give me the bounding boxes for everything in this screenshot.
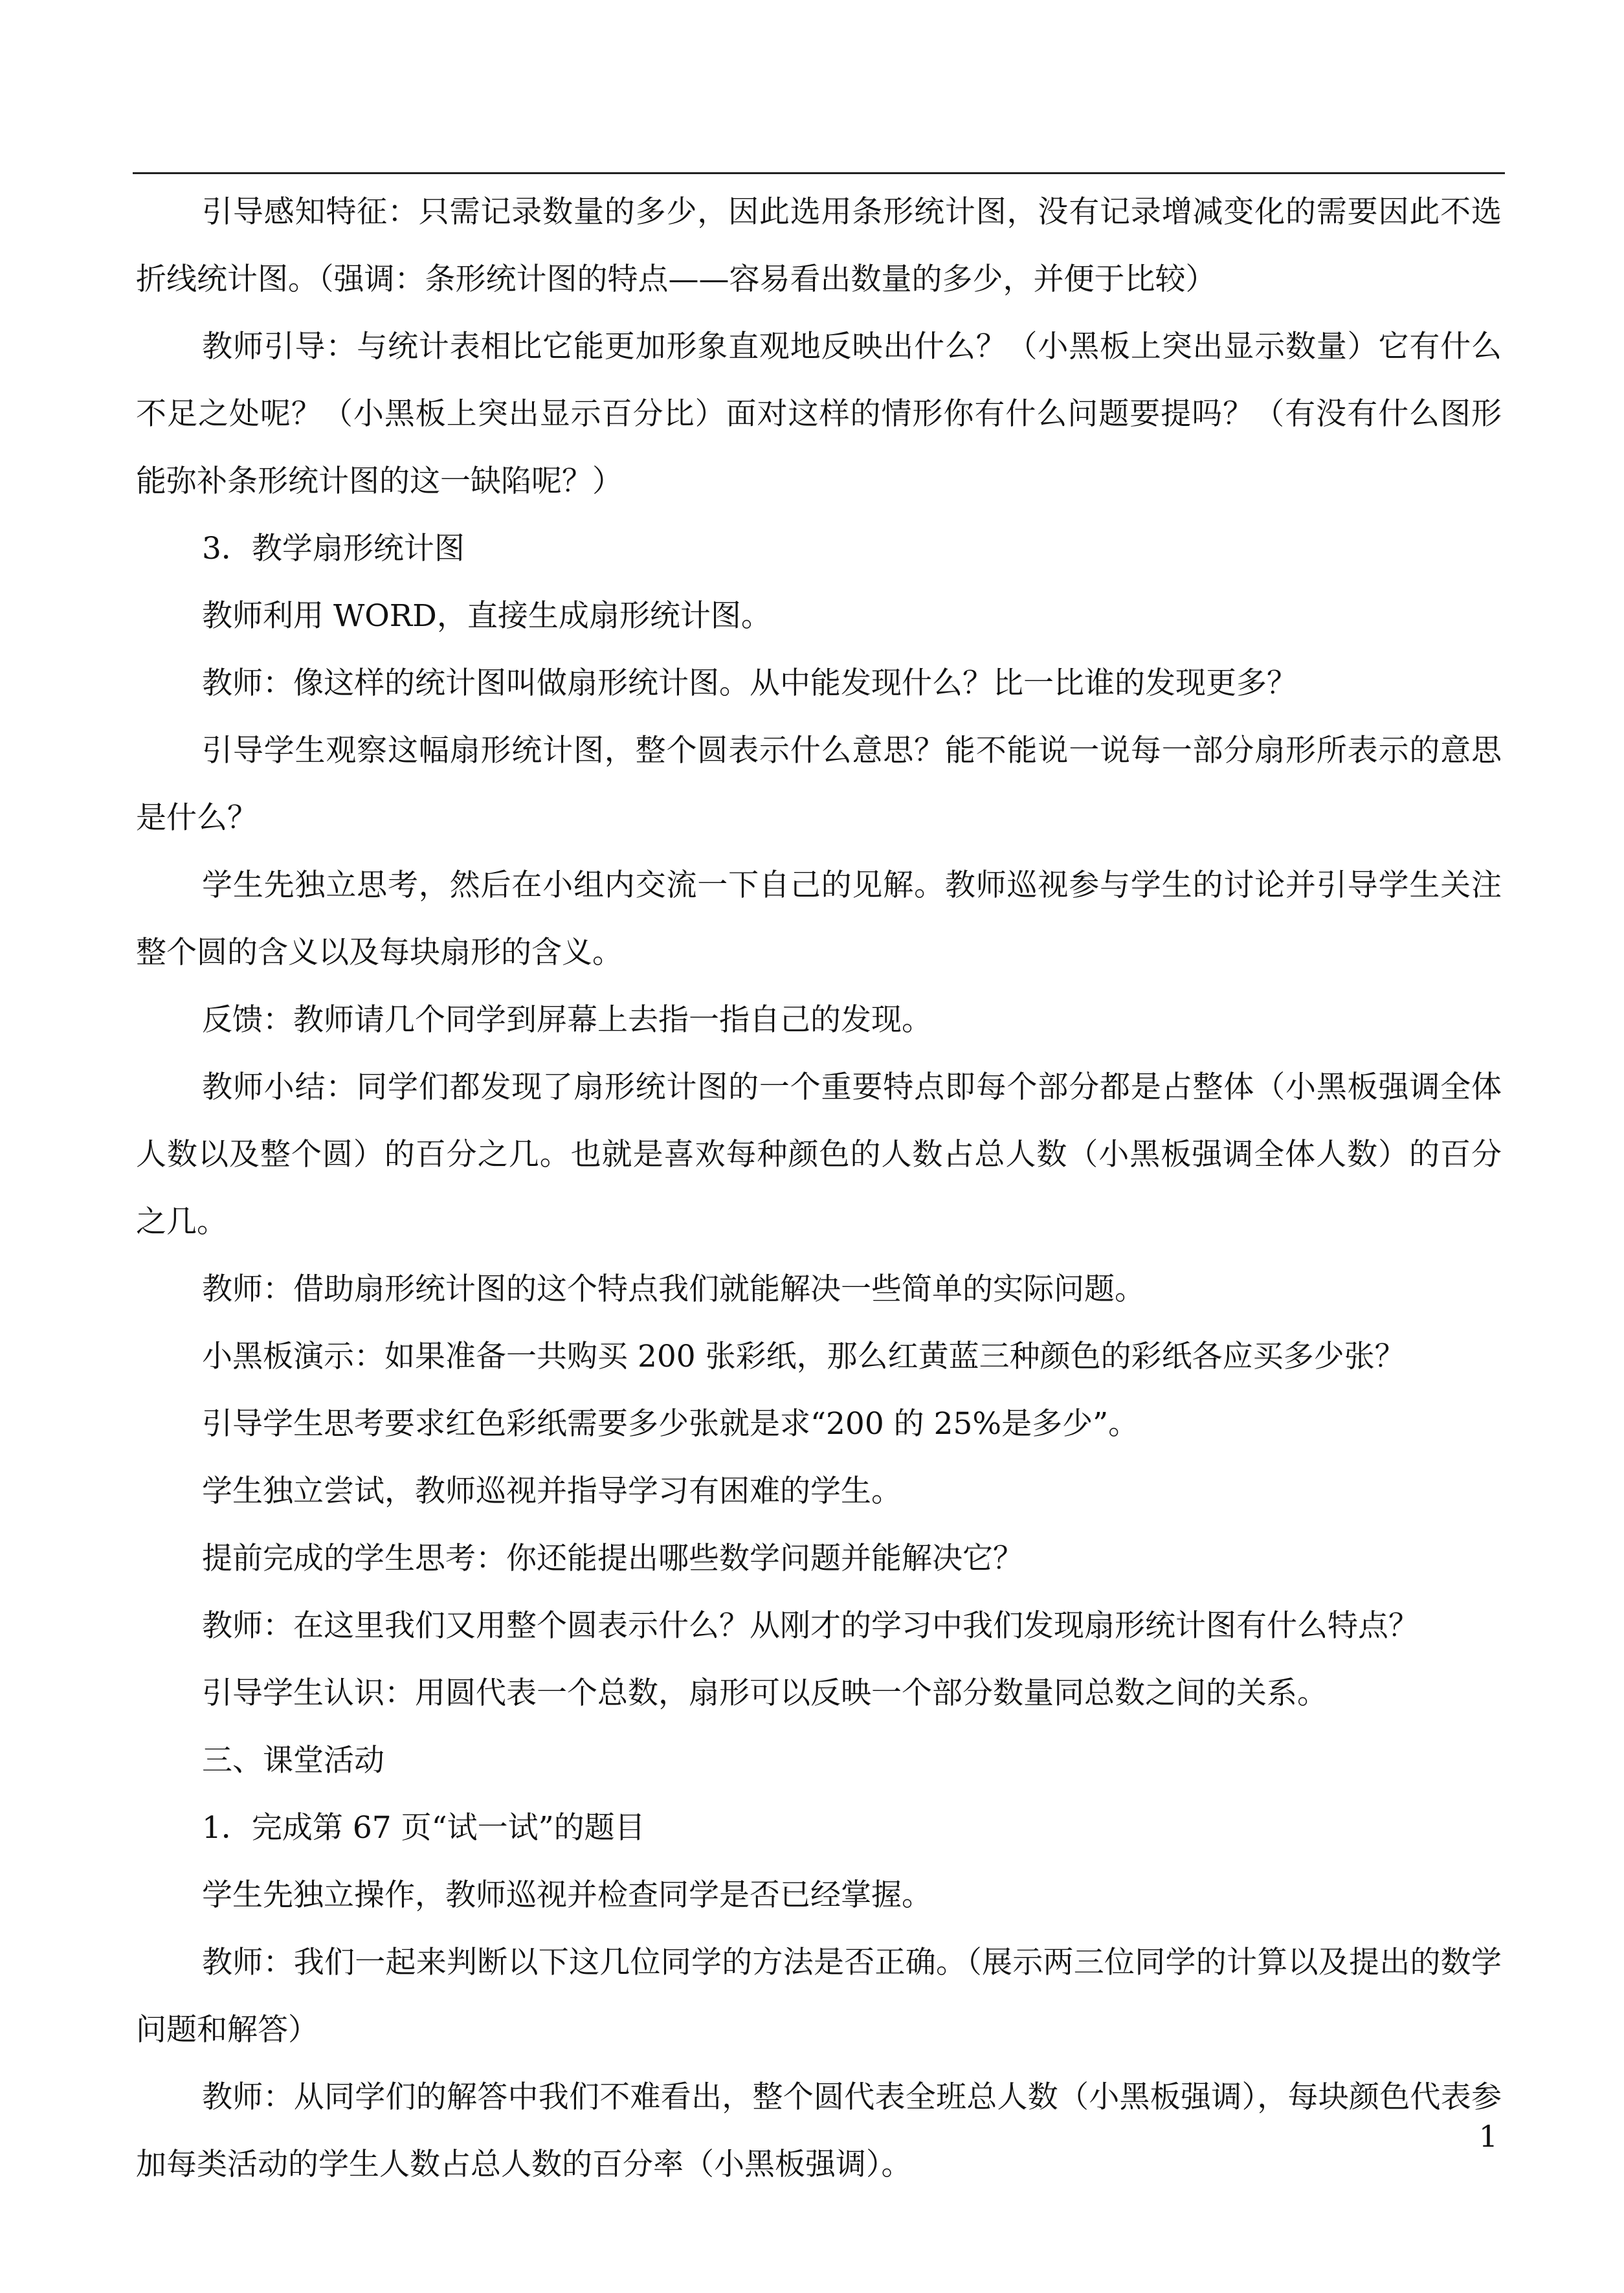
paragraph: 学生先独立思考，然后在小组内交流一下自己的见解。教师巡视参与学生的讨论并引导学生关注整个圆的含义以及每块扇形的含义。 (136, 867, 1502, 970)
paragraph: 教师：从同学们的解答中我们不难看出，整个圆代表全班总人数（小黑板强调），每块颜色代表参加每类活动的学生人数占总人数的百分率（小黑板强调）。 (136, 2079, 1502, 2182)
paragraph: 引导感知特征：只需记录数量的多少，因此选用条形统计图，没有记录增减变化的需要因此不选折线统计图。（强调：条形统计图的特点——容易看出数量的多少，并便于比较） (136, 194, 1502, 297)
paragraph: 引导学生思考要求红色彩纸需要多少张就是求“200 的 25%是多少”。 (202, 1406, 1139, 1442)
paragraph: 教师小结：同学们都发现了扇形统计图的一个重要特点即每个部分都是占整体（小黑板强调全体人数以及整个圆）的百分之几。也就是喜欢每种颜色的人数占总人数（小黑板强调全体人数）的百分之几。 (136, 1069, 1502, 1240)
header-rule (133, 172, 1505, 174)
paragraph: 学生先独立操作，教师巡视并检查同学是否已经掌握。 (202, 1877, 932, 1913)
paragraph: 小黑板演示：如果准备一共购买 200 张彩纸，那么红黄蓝三种颜色的彩纸各应买多少张？ (202, 1339, 1405, 1374)
section-heading: 三、课堂活动 (202, 1743, 384, 1778)
paragraph: 教师利用 WORD，直接生成扇形统计图。 (202, 598, 772, 634)
paragraph: 引导学生认识：用圆代表一个总数，扇形可以反映一个部分数量同总数之间的关系。 (202, 1675, 1328, 1711)
paragraph: 学生独立尝试，教师巡视并指导学习有困难的学生。 (202, 1473, 902, 1509)
paragraph: 教师：我们一起来判断以下这几位同学的方法是否正确。（展示两三位同学的计算以及提出的数学问题和解答） (136, 1945, 1502, 2048)
paragraph: 教师引导：与统计表相比它能更加形象直观地反映出什么？（小黑板上突出显示数量）它有什么不足之处呢？（小黑板上突出显示百分比）面对这样的情形你有什么问题要提吗？（有没有什么图形能弥补条形统计图的这一缺陷呢？） (136, 329, 1502, 499)
paragraph: 反馈：教师请几个同学到屏幕上去指一指自己的发现。 (202, 1002, 932, 1038)
paragraph: 教师：借助扇形统计图的这个特点我们就能解决一些简单的实际问题。 (202, 1271, 1145, 1307)
section-heading: 3．教学扇形统计图 (202, 531, 465, 566)
document-body (136, 179, 1502, 2198)
section-heading: 1．完成第 67 页“试一试”的题目 (202, 1810, 645, 1846)
paragraph: 教师：在这里我们又用整个圆表示什么？从刚才的学习中我们发现扇形统计图有什么特点？ (202, 1608, 1419, 1644)
paragraph: 教师：像这样的统计图叫做扇形统计图。从中能发现什么？比一比谁的发现更多？ (202, 666, 1297, 701)
page-number: 1 (1478, 2119, 1498, 2154)
paragraph: 提前完成的学生思考：你还能提出哪些数学问题并能解决它？ (202, 1541, 1023, 1576)
paragraph: 引导学生观察这幅扇形统计图，整个圆表示什么意思？能不能说一说每一部分扇形所表示的意思是什么？ (136, 733, 1502, 836)
